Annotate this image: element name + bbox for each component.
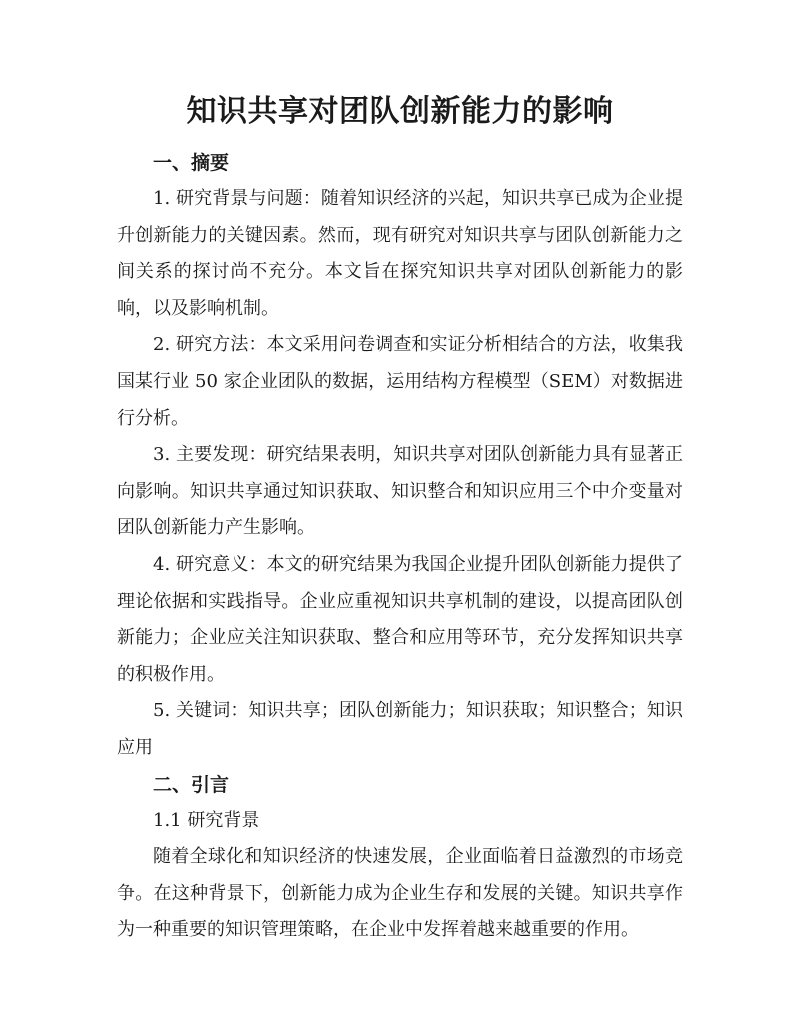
abstract-item-method: 2. 研究方法：本文采用问卷调查和实证分析相结合的方法，收集我国某行业 50 家企业团队的数据，运用结构方程模型（SEM）对数据进行分析。 xyxy=(117,334,683,429)
subsection-heading-background: 1.1 研究背景 xyxy=(153,809,260,831)
introduction-paragraph: 随着全球化和知识经济的快速发展，企业面临着日益激烈的市场竞争。在这种背景下，创新能力成为企业生存和发展的关键。知识共享作为一种重要的知识管理策略，在企业中发挥着越来越重要的作用。 xyxy=(117,846,683,941)
abstract-item-findings: 3. 主要发现：研究结果表明，知识共享对团队创新能力具有显著正向影响。知识共享通过知识获取、知识整合和知识应用三个中介变量对团队创新能力产生影响。 xyxy=(117,444,683,539)
abstract-item-significance: 4. 研究意义：本文的研究结果为我国企业提升团队创新能力提供了理论依据和实践指导。企业应重视知识共享机制的建设，以提高团队创新能力；企业应关注知识获取、整合和应用等环节，充分发挥知识共享的积极作用。 xyxy=(117,553,683,685)
document-title: 知识共享对团队创新能力的影响 xyxy=(186,94,614,129)
abstract-item-background: 1. 研究背景与问题：随着知识经济的兴起，知识共享已成为企业提升创新能力的关键因素。然而，现有研究对知识共享与团队创新能力之间关系的探讨尚不充分。本文旨在探究知识共享对团队创新能力的影响，以及影响机制。 xyxy=(117,188,683,319)
document-body xyxy=(117,145,683,949)
abstract-item-keywords: 5. 关键词：知识共享；团队创新能力；知识获取；知识整合；知识应用 xyxy=(117,700,683,758)
section-heading-introduction: 二、引言 xyxy=(153,773,230,796)
section-heading-abstract: 一、摘要 xyxy=(153,152,230,174)
